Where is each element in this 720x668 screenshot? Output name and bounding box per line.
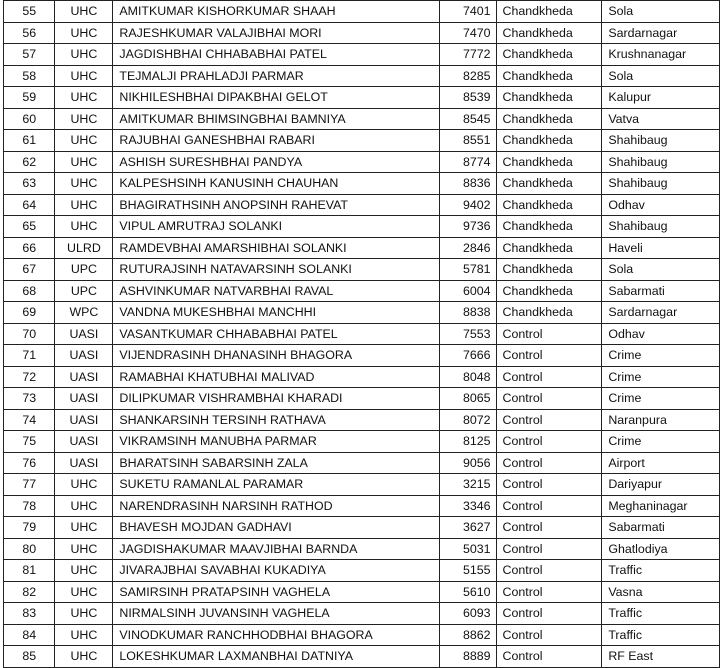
- rank-cell: UASI: [55, 345, 113, 367]
- serial-number-cell: 57: [4, 44, 55, 66]
- to-station-cell: Shahibaug: [602, 173, 720, 195]
- from-station-cell: Chandkheda: [496, 130, 602, 152]
- buckle-number-cell: 9736: [439, 216, 496, 238]
- from-station-cell: Chandkheda: [496, 22, 602, 44]
- name-cell: NARENDRASINH NARSINH RATHOD: [113, 495, 439, 517]
- table-row: [4, 366, 720, 388]
- name-cell: TEJMALJI PRAHLADJI PARMAR: [113, 65, 439, 87]
- table-row: [4, 345, 720, 367]
- table-row: [4, 151, 720, 173]
- to-station-cell: Sola: [602, 65, 720, 87]
- serial-number-cell: 63: [4, 173, 55, 195]
- rank-cell: UHC: [55, 581, 113, 603]
- rank-cell: ULRD: [55, 237, 113, 259]
- to-station-cell: Crime: [602, 388, 720, 410]
- to-station-cell: Crime: [602, 366, 720, 388]
- rank-cell: UHC: [55, 194, 113, 216]
- rank-cell: UASI: [55, 409, 113, 431]
- serial-number-cell: 80: [4, 538, 55, 560]
- table-row: [4, 87, 720, 109]
- name-cell: LOKESHKUMAR LAXMANBHAI DATNIYA: [113, 646, 439, 668]
- name-cell: VIPUL AMRUTRAJ SOLANKI: [113, 216, 439, 238]
- table-row: [4, 216, 720, 238]
- from-station-cell: Chandkheda: [496, 108, 602, 130]
- serial-number-cell: 66: [4, 237, 55, 259]
- to-station-cell: Sardarnagar: [602, 302, 720, 324]
- serial-number-cell: 73: [4, 388, 55, 410]
- table-row: [4, 474, 720, 496]
- name-cell: BHAGIRATHSINH ANOPSINH RAHEVAT: [113, 194, 439, 216]
- from-station-cell: Control: [496, 366, 602, 388]
- buckle-number-cell: 9056: [439, 452, 496, 474]
- serial-number-cell: 72: [4, 366, 55, 388]
- serial-number-cell: 82: [4, 581, 55, 603]
- serial-number-cell: 79: [4, 517, 55, 539]
- from-station-cell: Control: [496, 517, 602, 539]
- name-cell: SAMIRSINH PRATAPSINH VAGHELA: [113, 581, 439, 603]
- to-station-cell: Sola: [602, 259, 720, 281]
- rank-cell: UPC: [55, 259, 113, 281]
- from-station-cell: Chandkheda: [496, 237, 602, 259]
- buckle-number-cell: 7553: [439, 323, 496, 345]
- name-cell: VINODKUMAR RANCHHODBHAI BHAGORA: [113, 624, 439, 646]
- serial-number-cell: 67: [4, 259, 55, 281]
- rank-cell: UPC: [55, 280, 113, 302]
- table-body: [4, 1, 720, 668]
- serial-number-cell: 81: [4, 560, 55, 582]
- serial-number-cell: 76: [4, 452, 55, 474]
- rank-cell: UASI: [55, 452, 113, 474]
- table-row: [4, 560, 720, 582]
- buckle-number-cell: 8072: [439, 409, 496, 431]
- buckle-number-cell: 5610: [439, 581, 496, 603]
- serial-number-cell: 68: [4, 280, 55, 302]
- buckle-number-cell: 8889: [439, 646, 496, 668]
- to-station-cell: Naranpura: [602, 409, 720, 431]
- from-station-cell: Control: [496, 603, 602, 625]
- from-station-cell: Control: [496, 624, 602, 646]
- name-cell: JAGDISHBHAI CHHABABHAI PATEL: [113, 44, 439, 66]
- to-station-cell: Krushnanagar: [602, 44, 720, 66]
- buckle-number-cell: 5031: [439, 538, 496, 560]
- buckle-number-cell: 6004: [439, 280, 496, 302]
- table-row: [4, 517, 720, 539]
- to-station-cell: Sabarmati: [602, 280, 720, 302]
- name-cell: VASANTKUMAR CHHABABHAI PATEL: [113, 323, 439, 345]
- table-row: [4, 538, 720, 560]
- buckle-number-cell: 8125: [439, 431, 496, 453]
- table-row: [4, 431, 720, 453]
- to-station-cell: Crime: [602, 431, 720, 453]
- to-station-cell: Traffic: [602, 624, 720, 646]
- from-station-cell: Control: [496, 452, 602, 474]
- table-row: [4, 388, 720, 410]
- table-row: [4, 173, 720, 195]
- to-station-cell: Airport: [602, 452, 720, 474]
- rank-cell: UHC: [55, 130, 113, 152]
- from-station-cell: Control: [496, 560, 602, 582]
- to-station-cell: Traffic: [602, 603, 720, 625]
- buckle-number-cell: 5781: [439, 259, 496, 281]
- buckle-number-cell: 8838: [439, 302, 496, 324]
- from-station-cell: Chandkheda: [496, 216, 602, 238]
- name-cell: SHANKARSINH TERSINH RATHAVA: [113, 409, 439, 431]
- name-cell: VIJENDRASINH DHANASINH BHAGORA: [113, 345, 439, 367]
- table-row: [4, 108, 720, 130]
- name-cell: NIRMALSINH JUVANSINH VAGHELA: [113, 603, 439, 625]
- name-cell: RAJUBHAI GANESHBHAI RABARI: [113, 130, 439, 152]
- table-row: [4, 581, 720, 603]
- from-station-cell: Chandkheda: [496, 280, 602, 302]
- from-station-cell: Control: [496, 431, 602, 453]
- table-row: [4, 237, 720, 259]
- serial-number-cell: 70: [4, 323, 55, 345]
- rank-cell: UASI: [55, 366, 113, 388]
- buckle-number-cell: 2846: [439, 237, 496, 259]
- from-station-cell: Control: [496, 581, 602, 603]
- serial-number-cell: 75: [4, 431, 55, 453]
- table-row: [4, 65, 720, 87]
- to-station-cell: Odhav: [602, 194, 720, 216]
- rank-cell: UHC: [55, 151, 113, 173]
- table-row: [4, 452, 720, 474]
- rank-cell: UHC: [55, 65, 113, 87]
- name-cell: VIKRAMSINH MANUBHA PARMAR: [113, 431, 439, 453]
- from-station-cell: Chandkheda: [496, 44, 602, 66]
- serial-number-cell: 64: [4, 194, 55, 216]
- to-station-cell: Meghaninagar: [602, 495, 720, 517]
- from-station-cell: Control: [496, 495, 602, 517]
- name-cell: DILIPKUMAR VISHRAMBHAI KHARADI: [113, 388, 439, 410]
- from-station-cell: Control: [496, 345, 602, 367]
- table-row: [4, 1, 720, 23]
- serial-number-cell: 83: [4, 603, 55, 625]
- name-cell: AMITKUMAR KISHORKUMAR SHAAH: [113, 1, 439, 23]
- rank-cell: UHC: [55, 1, 113, 23]
- from-station-cell: Chandkheda: [496, 87, 602, 109]
- buckle-number-cell: 7772: [439, 44, 496, 66]
- buckle-number-cell: 8862: [439, 624, 496, 646]
- rank-cell: UASI: [55, 323, 113, 345]
- to-station-cell: Haveli: [602, 237, 720, 259]
- rank-cell: UASI: [55, 431, 113, 453]
- to-station-cell: Sola: [602, 1, 720, 23]
- from-station-cell: Chandkheda: [496, 194, 602, 216]
- rank-cell: UHC: [55, 216, 113, 238]
- buckle-number-cell: 3215: [439, 474, 496, 496]
- serial-number-cell: 71: [4, 345, 55, 367]
- from-station-cell: Chandkheda: [496, 1, 602, 23]
- buckle-number-cell: 8065: [439, 388, 496, 410]
- name-cell: NIKHILESHBHAI DIPAKBHAI GELOT: [113, 87, 439, 109]
- name-cell: JAGDISHAKUMAR MAAVJIBHAI BARNDA: [113, 538, 439, 560]
- rank-cell: WPC: [55, 302, 113, 324]
- table-row: [4, 130, 720, 152]
- name-cell: ASHVINKUMAR NATVARBHAI RAVAL: [113, 280, 439, 302]
- rank-cell: UHC: [55, 646, 113, 668]
- serial-number-cell: 60: [4, 108, 55, 130]
- serial-number-cell: 78: [4, 495, 55, 517]
- buckle-number-cell: 6093: [439, 603, 496, 625]
- rank-cell: UHC: [55, 173, 113, 195]
- table-row: [4, 302, 720, 324]
- table-row: [4, 280, 720, 302]
- name-cell: SUKETU RAMANLAL PARAMAR: [113, 474, 439, 496]
- to-station-cell: Sabarmati: [602, 517, 720, 539]
- serial-number-cell: 61: [4, 130, 55, 152]
- transfer-list-table: [3, 0, 720, 668]
- table-row: [4, 646, 720, 668]
- buckle-number-cell: 8836: [439, 173, 496, 195]
- from-station-cell: Control: [496, 474, 602, 496]
- rank-cell: UHC: [55, 108, 113, 130]
- table-row: [4, 323, 720, 345]
- table-row: [4, 259, 720, 281]
- from-station-cell: Chandkheda: [496, 302, 602, 324]
- to-station-cell: Odhav: [602, 323, 720, 345]
- from-station-cell: Control: [496, 323, 602, 345]
- table-row: [4, 194, 720, 216]
- from-station-cell: Control: [496, 538, 602, 560]
- rank-cell: UHC: [55, 560, 113, 582]
- table-row: [4, 22, 720, 44]
- to-station-cell: Traffic: [602, 560, 720, 582]
- buckle-number-cell: 8285: [439, 65, 496, 87]
- from-station-cell: Chandkheda: [496, 151, 602, 173]
- to-station-cell: Shahibaug: [602, 130, 720, 152]
- rank-cell: UHC: [55, 624, 113, 646]
- buckle-number-cell: 8551: [439, 130, 496, 152]
- serial-number-cell: 65: [4, 216, 55, 238]
- to-station-cell: Crime: [602, 345, 720, 367]
- to-station-cell: Shahibaug: [602, 216, 720, 238]
- rank-cell: UHC: [55, 517, 113, 539]
- to-station-cell: Ghatlodiya: [602, 538, 720, 560]
- serial-number-cell: 62: [4, 151, 55, 173]
- buckle-number-cell: 7470: [439, 22, 496, 44]
- from-station-cell: Chandkheda: [496, 65, 602, 87]
- from-station-cell: Chandkheda: [496, 173, 602, 195]
- serial-number-cell: 77: [4, 474, 55, 496]
- serial-number-cell: 69: [4, 302, 55, 324]
- buckle-number-cell: 5155: [439, 560, 496, 582]
- to-station-cell: Kalupur: [602, 87, 720, 109]
- serial-number-cell: 74: [4, 409, 55, 431]
- name-cell: RAMABHAI KHATUBHAI MALIVAD: [113, 366, 439, 388]
- rank-cell: UHC: [55, 495, 113, 517]
- serial-number-cell: 56: [4, 22, 55, 44]
- name-cell: AMITKUMAR BHIMSINGBHAI BAMNIYA: [113, 108, 439, 130]
- rank-cell: UHC: [55, 44, 113, 66]
- table-row: [4, 409, 720, 431]
- name-cell: VANDNA MUKESHBHAI MANCHHI: [113, 302, 439, 324]
- to-station-cell: RF East: [602, 646, 720, 668]
- buckle-number-cell: 3627: [439, 517, 496, 539]
- rank-cell: UHC: [55, 474, 113, 496]
- name-cell: BHARATSINH SABARSINH ZALA: [113, 452, 439, 474]
- buckle-number-cell: 7666: [439, 345, 496, 367]
- serial-number-cell: 85: [4, 646, 55, 668]
- name-cell: JIVARAJBHAI SAVABHAI KUKADIYA: [113, 560, 439, 582]
- to-station-cell: Vatva: [602, 108, 720, 130]
- name-cell: KALPESHSINH KANUSINH CHAUHAN: [113, 173, 439, 195]
- table-row: [4, 624, 720, 646]
- table-row: [4, 44, 720, 66]
- rank-cell: UHC: [55, 87, 113, 109]
- table-row: [4, 495, 720, 517]
- name-cell: RAJESHKUMAR VALAJIBHAI MORI: [113, 22, 439, 44]
- name-cell: RAMDEVBHAI AMARSHIBHAI SOLANKI: [113, 237, 439, 259]
- from-station-cell: Control: [496, 409, 602, 431]
- rank-cell: UASI: [55, 388, 113, 410]
- name-cell: ASHISH SURESHBHAI PANDYA: [113, 151, 439, 173]
- from-station-cell: Chandkheda: [496, 259, 602, 281]
- buckle-number-cell: 7401: [439, 1, 496, 23]
- to-station-cell: Sardarnagar: [602, 22, 720, 44]
- from-station-cell: Control: [496, 646, 602, 668]
- serial-number-cell: 59: [4, 87, 55, 109]
- serial-number-cell: 84: [4, 624, 55, 646]
- to-station-cell: Dariyapur: [602, 474, 720, 496]
- rank-cell: UHC: [55, 22, 113, 44]
- serial-number-cell: 55: [4, 1, 55, 23]
- buckle-number-cell: 9402: [439, 194, 496, 216]
- buckle-number-cell: 8545: [439, 108, 496, 130]
- to-station-cell: Vasna: [602, 581, 720, 603]
- name-cell: RUTURAJSINH NATAVARSINH SOLANKI: [113, 259, 439, 281]
- serial-number-cell: 58: [4, 65, 55, 87]
- buckle-number-cell: 8048: [439, 366, 496, 388]
- buckle-number-cell: 3346: [439, 495, 496, 517]
- table-row: [4, 603, 720, 625]
- to-station-cell: Shahibaug: [602, 151, 720, 173]
- rank-cell: UHC: [55, 603, 113, 625]
- buckle-number-cell: 8774: [439, 151, 496, 173]
- buckle-number-cell: 8539: [439, 87, 496, 109]
- rank-cell: UHC: [55, 538, 113, 560]
- from-station-cell: Control: [496, 388, 602, 410]
- name-cell: BHAVESH MOJDAN GADHAVI: [113, 517, 439, 539]
